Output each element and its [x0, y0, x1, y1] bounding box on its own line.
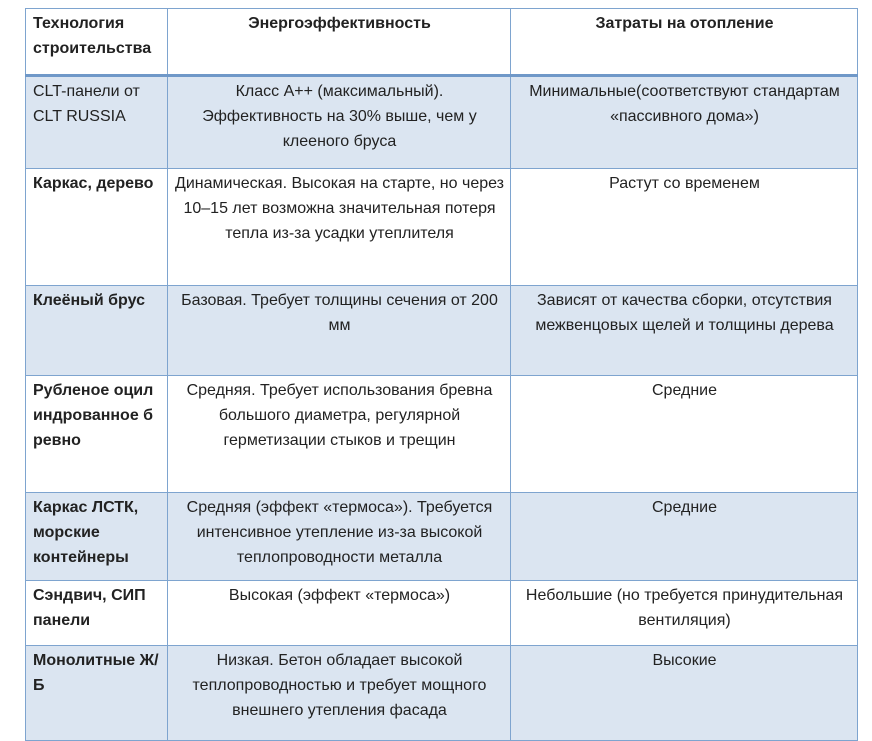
header-efficiency: Энергоэффективность — [168, 9, 511, 76]
table-row — [26, 169, 858, 286]
header-technology: Технология строительства — [26, 9, 168, 76]
table-row — [26, 76, 858, 169]
cell-costs: Растут со временем — [511, 169, 858, 286]
table-row — [26, 493, 858, 581]
cell-costs: Минимальные(соответствуют стандартам «пассивного дома») — [511, 76, 858, 169]
cell-costs: Небольшие (но требуется принудительная вентиляция) — [511, 581, 858, 646]
cell-efficiency: Средняя (эффект «термоса»). Требуется интенсивное утепление из-за высокой теплопроводности металла — [168, 493, 511, 581]
comparison-table — [25, 8, 858, 741]
table-row — [26, 581, 858, 646]
cell-costs: Средние — [511, 493, 858, 581]
cell-technology: Рубленое оцилиндрованное бревно — [26, 376, 168, 493]
table-row — [26, 646, 858, 741]
table-row — [26, 286, 858, 376]
cell-efficiency: Динамическая. Высокая на старте, но через 10–15 лет возможна значительная потеря тепла из-за усадки утеплителя — [168, 169, 511, 286]
cell-efficiency: Средняя. Требует использования бревна большого диаметра, регулярной герметизации стыков и трещин — [168, 376, 511, 493]
cell-efficiency: Низкая. Бетон обладает высокой теплопроводностью и требует мощного внешнего утепления фасада — [168, 646, 511, 741]
header-heating-costs: Затраты на отопление — [511, 9, 858, 76]
cell-technology: Каркас, дерево — [26, 169, 168, 286]
cell-efficiency: Высокая (эффект «термоса») — [168, 581, 511, 646]
cell-costs: Зависят от качества сборки, отсутствия межвенцовых щелей и толщины дерева — [511, 286, 858, 376]
cell-technology: Монолитные Ж/Б — [26, 646, 168, 741]
table-row — [26, 376, 858, 493]
cell-technology: Сэндвич, СИП панели — [26, 581, 168, 646]
cell-costs: Высокие — [511, 646, 858, 741]
cell-costs: Средние — [511, 376, 858, 493]
cell-technology: Каркас ЛСТК, морские контейнеры — [26, 493, 168, 581]
cell-technology: Клеёный брус — [26, 286, 168, 376]
cell-efficiency: Класс А++ (максимальный). Эффективность на 30% выше, чем у клееного бруса — [168, 76, 511, 169]
cell-technology: CLT-панели от CLT RUSSIA — [26, 76, 168, 169]
table-header-row — [26, 9, 858, 76]
cell-efficiency: Базовая. Требует толщины сечения от 200 мм — [168, 286, 511, 376]
